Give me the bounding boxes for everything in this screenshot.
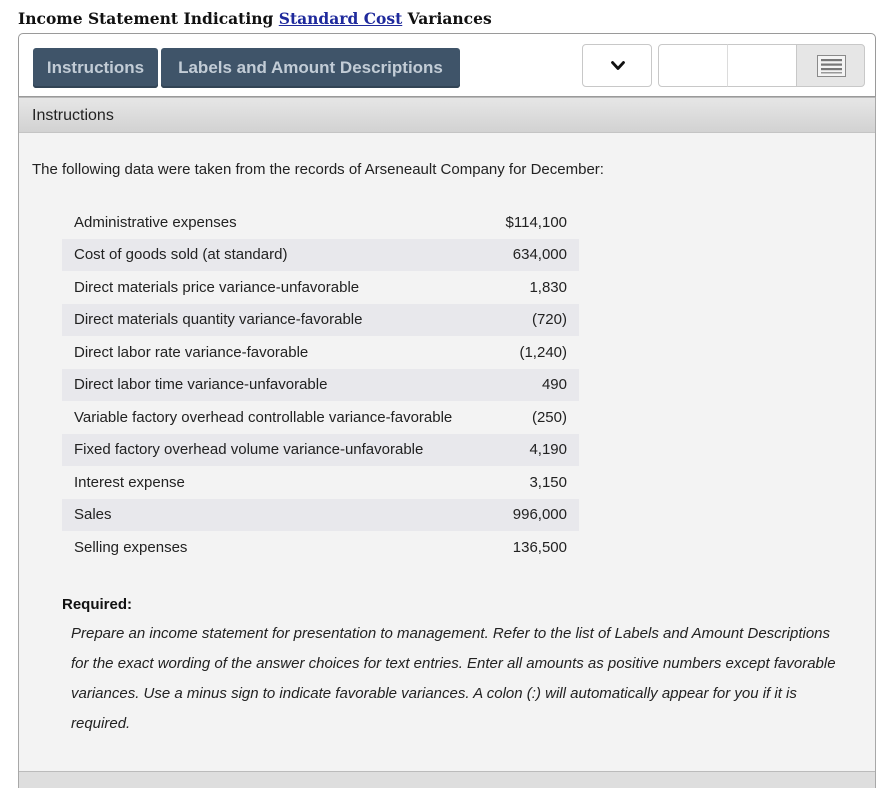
row-label: Sales [62,499,497,532]
row-amount: 136,500 [512,538,567,556]
row-label: Direct materials price variance-unfavorable [74,278,360,296]
table-row [62,466,579,499]
toolbar [18,33,876,97]
table-row [62,369,579,402]
nav-slot[interactable] [727,44,797,87]
table-row [62,304,579,337]
data-table [62,206,579,564]
table-row [62,434,579,467]
row-label: Selling expenses [74,538,188,556]
table-row [62,239,579,272]
row-label: Direct labor time variance-unfavorable [62,369,497,402]
row-amount: $114,100 [505,213,567,231]
row-label: Direct materials quantity variance-favorable [62,304,497,337]
section-dropdown-button[interactable] [582,44,652,87]
panel-footer [19,771,875,788]
row-label: Variable factory overhead controllable variance-favorable [74,408,453,426]
intro-text: The following data were taken from the records of Arseneault Company for December: [32,161,604,178]
required-instructions: Prepare an income statement for presentation to management. Refer to the list of Labels and Amount Descriptions for the exact wording of the answer choices for text entries. Enter all amounts as positive numbers except favorable variances. Use a minus sign to indicate favorable variances. A colon (:) will automatically appear for you if it is required. [71,625,836,732]
page-title [18,9,492,28]
row-amount: 490 [497,369,579,402]
table-row [62,401,579,434]
standard-cost-link[interactable]: Standard Cost [278,9,403,28]
table-row [62,271,579,304]
table-row [62,499,579,532]
panel-header: Instructions [19,97,875,133]
row-label: Fixed factory overhead volume variance-unfavorable [62,434,497,467]
row-amount: 996,000 [497,499,579,532]
row-amount: 634,000 [497,239,579,272]
tab-labels-and-amount-descriptions[interactable]: Labels and Amount Descriptions [161,48,460,88]
title-suffix: Variances [402,9,492,28]
row-amount: 1,830 [529,278,567,296]
row-amount: (1,240) [519,343,567,361]
chevron-down-icon [611,61,625,71]
tab-instructions[interactable]: Instructions [33,48,158,88]
row-amount: (250) [531,408,567,426]
list-icon [817,55,846,77]
row-label: Cost of goods sold (at standard) [62,239,497,272]
menu-button[interactable] [796,44,865,87]
row-label: Interest expense [74,473,185,491]
row-label: Direct labor rate variance-favorable [74,343,309,361]
table-row [62,531,579,564]
instructions-panel [18,97,876,788]
row-amount: 4,190 [497,434,579,467]
row-amount: 3,150 [529,473,567,491]
title-prefix: Income Statement Indicating [18,9,279,28]
row-amount: (720) [497,304,579,337]
row-label: Administrative expenses [74,213,237,231]
table-row [62,206,579,239]
table-row [62,336,579,369]
nav-slot[interactable] [658,44,728,87]
required-heading: Required: [62,596,133,613]
